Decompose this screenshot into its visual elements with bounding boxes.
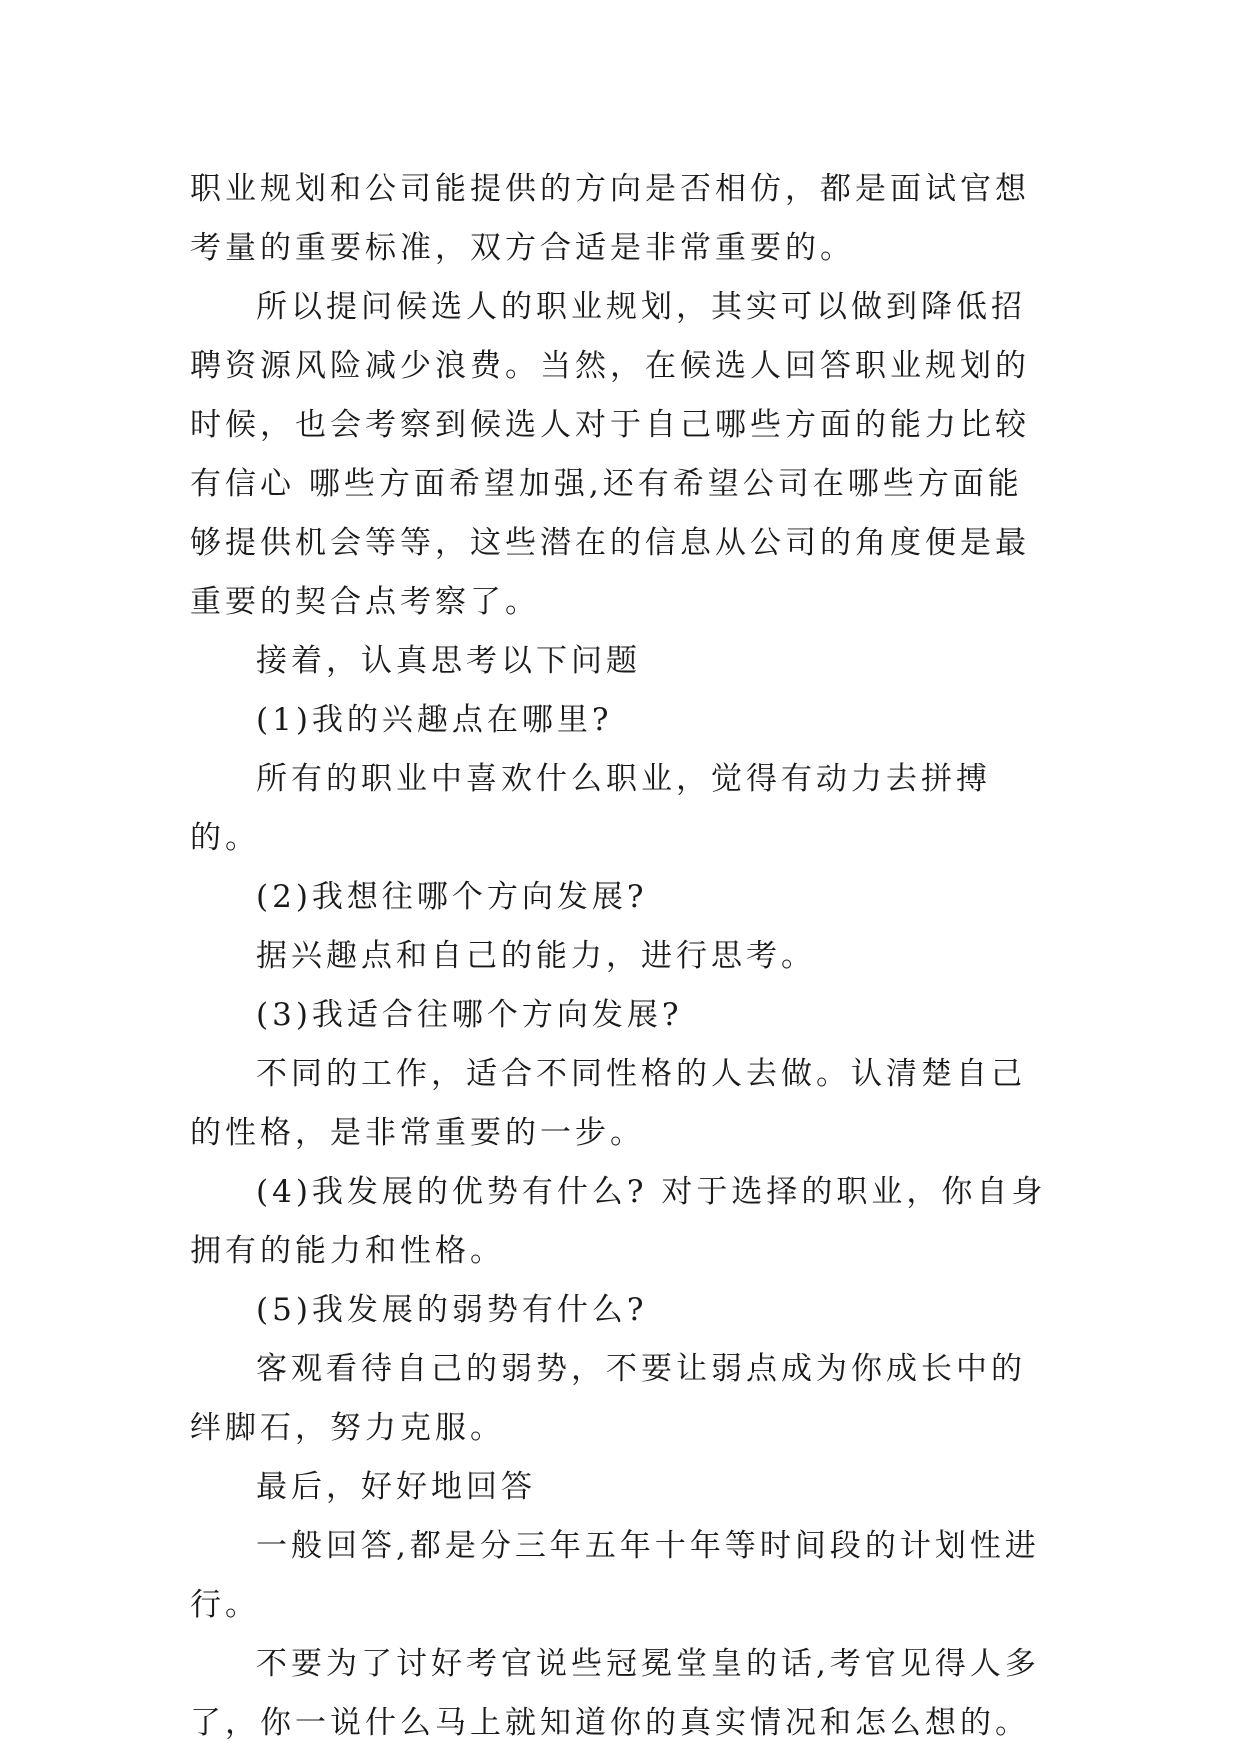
paragraph: 所以提问候选人的职业规划，其实可以做到降低招聘资源风险减少浪费。当然，在候选人回答职业规划的时候，也会考察到候选人对于自己哪些方面的能力比较有信心 哪些方面希望加强,还有希望公司在哪些方面能够提供机会等等，这些潜在的信息从公司的角度便是最重要的契合点考察了。 — [190, 289, 1030, 620]
paragraph: 据兴趣点和自己的能力，进行思考。 — [256, 938, 816, 974]
paragraph: 接着，认真思考以下问题 — [256, 643, 641, 679]
question-heading: (4)我发展的优势有什么? 对于选择的职业，你自身拥有的能力和性格。 — [190, 1174, 1047, 1269]
question-heading: (3)我适合往哪个方向发展? — [256, 997, 683, 1033]
paragraph: 职业规划和公司能提供的方向是否相仿，都是面试官想考量的重要标准，双方合适是非常重要的。 — [190, 171, 1030, 266]
document-body — [190, 160, 1050, 1753]
paragraph: 不同的工作，适合不同性格的人去做。认清楚自己的性格，是非常重要的一步。 — [190, 1056, 1026, 1151]
paragraph: 最后，好好地回答 — [256, 1469, 536, 1505]
question-heading: (1)我的兴趣点在哪里? — [256, 702, 613, 738]
paragraph: 所有的职业中喜欢什么职业，觉得有动力去拼搏的。 — [190, 761, 991, 856]
paragraph: 一般回答,都是分三年五年十年等时间段的计划性进行。 — [190, 1528, 1040, 1623]
paragraph: 不要为了讨好考官说些冠冕堂皇的话,考官见得人多了，你一说什么马上就知道你的真实情况和怎么想的。 — [190, 1646, 1040, 1741]
question-heading: (5)我发展的弱势有什么? — [256, 1292, 648, 1328]
paragraph: 客观看待自己的弱势，不要让弱点成为你成长中的绊脚石，努力克服。 — [190, 1351, 1026, 1446]
question-heading: (2)我想往哪个方向发展? — [256, 879, 648, 915]
